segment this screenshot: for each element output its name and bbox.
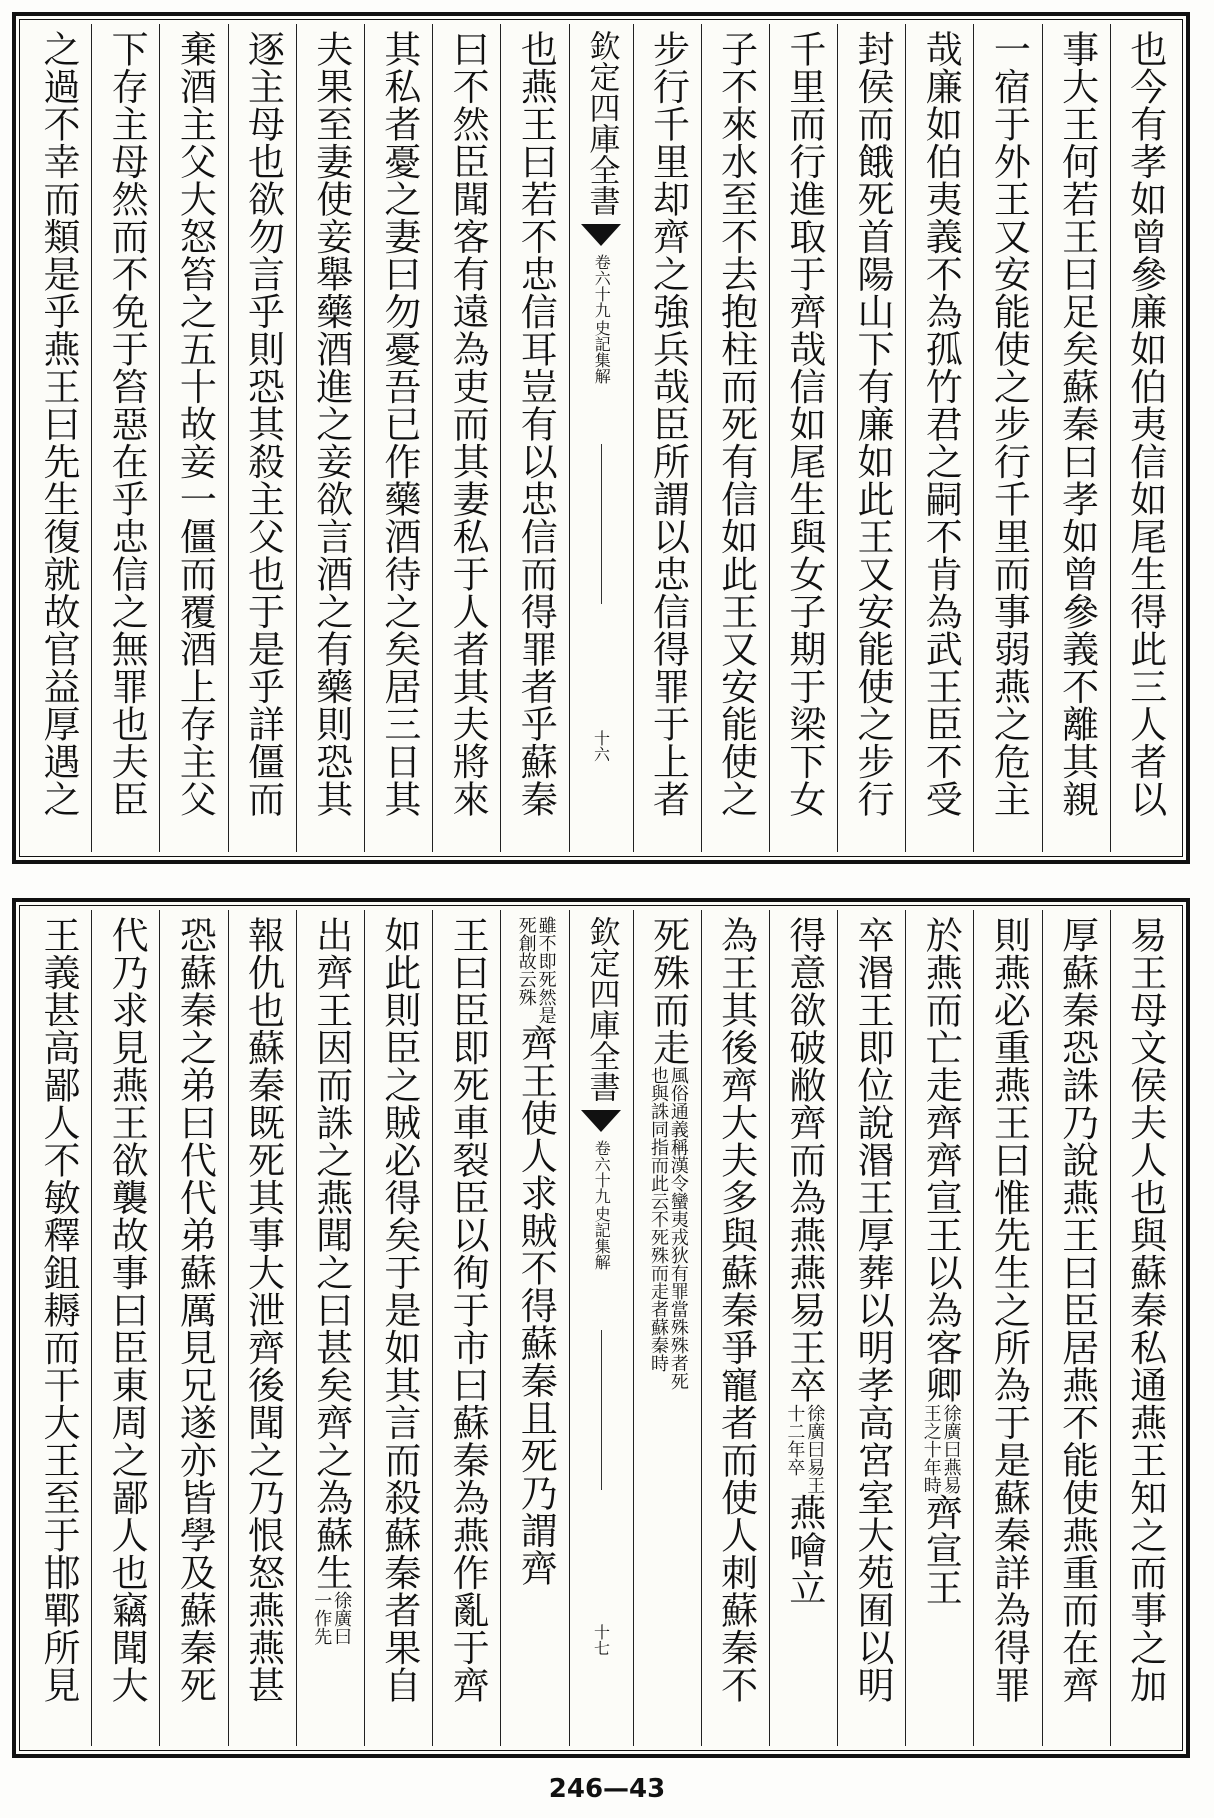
- column-text: [446, 910, 490, 1746]
- column-text: 也燕王曰若不忠信耳豈有以忠信而得罪者乎蘇秦: [514, 30, 558, 818]
- heading-rule: [601, 1330, 602, 1490]
- column-text: 哉廉如伯夷義不為孤竹君之嗣不肯為武王臣不受: [919, 30, 963, 818]
- chapter-number: 卷六十九: [592, 1140, 612, 1204]
- annotation-left: 死創故云殊: [515, 916, 537, 1006]
- text-column: [633, 910, 701, 1746]
- annotation: [311, 1591, 353, 1645]
- column-text: 下存主母然而不免于笞惡在乎忠信之無罪也夫臣: [105, 30, 149, 818]
- main-text: 為王其後齊大夫多與蘇秦爭寵者而使人刺蘇秦不: [714, 916, 758, 1704]
- main-text: 出齊王因而誅之燕聞之曰甚矣齊之為蘇生: [309, 916, 353, 1591]
- annotation-left: 十二年卒: [784, 1403, 806, 1476]
- text-column: [701, 910, 769, 1746]
- annotation: [648, 1066, 687, 1390]
- text-column: [364, 24, 432, 852]
- column-text: 逐主母也欲勿言乎則恐其殺主父也于是乎詳僵而: [241, 30, 285, 818]
- text-column: [228, 910, 296, 1746]
- heading-column: [569, 24, 633, 852]
- annotation: [921, 1404, 960, 1494]
- annotation-right: 徐廣曰: [331, 1591, 353, 1645]
- main-text: 恐蘇秦之弟曰代代弟蘇厲見兄遂亦皆學及蘇秦死: [173, 916, 217, 1704]
- fishtail-mark: [570, 220, 633, 254]
- annotation-left: 一作先: [311, 1591, 333, 1645]
- text-column: [91, 24, 159, 852]
- text-column: [24, 24, 91, 852]
- column-text: 之過不幸而類是乎燕王曰先生復就故官益厚遇之: [36, 30, 80, 818]
- column-text: [1056, 910, 1097, 1746]
- book-title: 欽定四庫全書: [583, 30, 620, 216]
- main-text: 卒湣王即位說湣王厚葬以明孝高宮室大苑囿以明: [851, 916, 894, 1704]
- volume-label: [592, 254, 610, 384]
- main-text: 齊王使人求賊不得蘇秦且死乃謂齊: [514, 1024, 558, 1587]
- column-text: 夫果至妻使妾舉藥酒進之妾欲言酒之有藥則恐其: [309, 30, 353, 818]
- main-text: 厚蘇秦恐誅乃說燕王曰臣居燕不能使燕重而在齊: [1055, 916, 1099, 1704]
- annotation-left: 也與誅同指而此云不死殊而走者蘇秦時: [647, 1066, 669, 1372]
- text-column: [24, 910, 91, 1746]
- page-number: 246—43: [548, 1774, 666, 1804]
- annotation-right: 風俗通義稱漢令蠻夷戎狄有罪當殊殊者死: [667, 1066, 689, 1390]
- work-title: 史記集解: [592, 1206, 612, 1270]
- text-column: [296, 910, 364, 1746]
- text-column: [228, 24, 296, 852]
- text-column: [633, 24, 701, 852]
- column-text: [515, 910, 556, 1746]
- column-text: [647, 910, 688, 1746]
- column-text: [242, 910, 283, 1746]
- annotation-left: 王之十年時: [920, 1403, 942, 1494]
- text-column: [364, 910, 432, 1746]
- text-column: [296, 24, 364, 852]
- book-title: 欽定四庫全書: [583, 916, 620, 1102]
- column-text: 一宿于外王又安能使之步行千里而事弱燕之危主: [987, 30, 1031, 818]
- annotation: [516, 916, 555, 1024]
- text-column: [432, 910, 500, 1746]
- column-text: [1124, 910, 1165, 1746]
- main-text: 王義甚高鄙人不敏釋鉏耨而干大王至于邯鄲所見: [36, 916, 80, 1704]
- column-text: [988, 910, 1029, 1746]
- chapter-number: 卷六十九: [592, 254, 612, 318]
- text-column: [91, 910, 159, 1746]
- main-text: 死殊而走: [646, 916, 690, 1066]
- main-text: 代乃求見燕王欲襲故事曰臣東周之鄙人也竊聞大: [105, 916, 149, 1704]
- column-text: [851, 910, 892, 1746]
- text-column: [432, 24, 500, 852]
- column-text: [783, 910, 824, 1746]
- text-column: [701, 24, 769, 852]
- column-text: 也今有孝如曾參廉如伯夷信如尾生得此三人者以: [1123, 30, 1167, 818]
- annotation-right: 雖不即死然是: [535, 916, 557, 1024]
- text-column: [973, 24, 1041, 852]
- text-column: [1110, 910, 1178, 1746]
- upper-page: [12, 12, 1190, 864]
- column-text: [715, 910, 756, 1746]
- heading-column: [569, 910, 633, 1746]
- text-column: [500, 24, 568, 852]
- leaf-number: 十六: [591, 730, 611, 762]
- column-text: 千里而行進取于齊哉信如尾生與女子期于梁下女: [782, 30, 826, 818]
- text-column: [159, 910, 227, 1746]
- text-column: [837, 910, 905, 1746]
- text-column: [1110, 24, 1178, 852]
- column-text: 子不來水至不去抱柱而死有信如此王又安能使之: [714, 30, 758, 818]
- main-text: 得意欲破敝齊而為燕燕易王卒: [782, 916, 826, 1404]
- text-column: [769, 910, 837, 1746]
- lower-columns: [24, 910, 1178, 1746]
- column-text: 棄酒主父大怒笞之五十故妾一僵而覆酒上存主父: [173, 30, 217, 818]
- text-column: [1042, 910, 1110, 1746]
- column-text: [378, 910, 419, 1746]
- column-text: 步行千里却齊之強兵哉臣所謂以忠信得罪于上者: [646, 30, 690, 818]
- main-text: 如此則臣之賊必得矣于是如其言而殺蘇秦者果自: [377, 916, 421, 1704]
- annotation-right: 徐廣曰易王: [804, 1403, 826, 1494]
- column-text: [37, 910, 78, 1746]
- column-text: 曰不然臣聞客有遠為吏而其妻私于人者其夫將來: [446, 30, 490, 818]
- main-text: 報仇也蘇秦既死其事大泄齊後聞之乃恨怒燕燕甚: [241, 916, 285, 1704]
- text-column: [159, 24, 227, 852]
- text-column: [973, 910, 1041, 1746]
- leaf-number: 十七: [591, 1624, 611, 1656]
- lower-page: [12, 898, 1190, 1758]
- heading-rule: [601, 444, 602, 604]
- column-text: [310, 910, 351, 1746]
- main-text: 易王母文侯夫人也與蘇秦私通燕王知之而事之加: [1123, 916, 1167, 1704]
- column-text: [920, 910, 961, 1746]
- text-column: [905, 24, 973, 852]
- main-text: 燕噲立: [782, 1493, 826, 1606]
- annotation: [784, 1403, 826, 1494]
- upper-columns: [24, 24, 1178, 852]
- main-text: 於燕而亡走齊齊宣王以為客卿: [919, 916, 963, 1404]
- column-text: [105, 910, 149, 1746]
- text-column: [769, 24, 837, 852]
- text-column: [500, 910, 568, 1746]
- main-text: 齊宣王: [919, 1493, 963, 1606]
- main-text: 則燕必重燕王曰惟先生之所為于是蘇秦詳為得罪: [987, 916, 1031, 1704]
- column-text: 其私者憂之妻曰勿憂吾已作藥酒待之矣居三日其: [377, 30, 421, 818]
- column-text: 封侯而餓死首陽山下有廉如此王又安能使之步行: [851, 30, 894, 818]
- annotation-right: 徐廣曰燕易: [940, 1403, 962, 1494]
- volume-label: [592, 1140, 610, 1270]
- text-column: [837, 24, 905, 852]
- text-column: [905, 910, 973, 1746]
- work-title: 史記集解: [592, 320, 612, 384]
- column-text: [174, 910, 215, 1746]
- main-text: 王曰臣即死車裂臣以徇于市曰蘇秦為燕作亂于齊: [446, 916, 490, 1704]
- text-column: [1042, 24, 1110, 852]
- fishtail-mark: [570, 1106, 633, 1140]
- column-text: 事大王何若王曰足矣蘇秦曰孝如曾參義不離其親: [1055, 30, 1099, 818]
